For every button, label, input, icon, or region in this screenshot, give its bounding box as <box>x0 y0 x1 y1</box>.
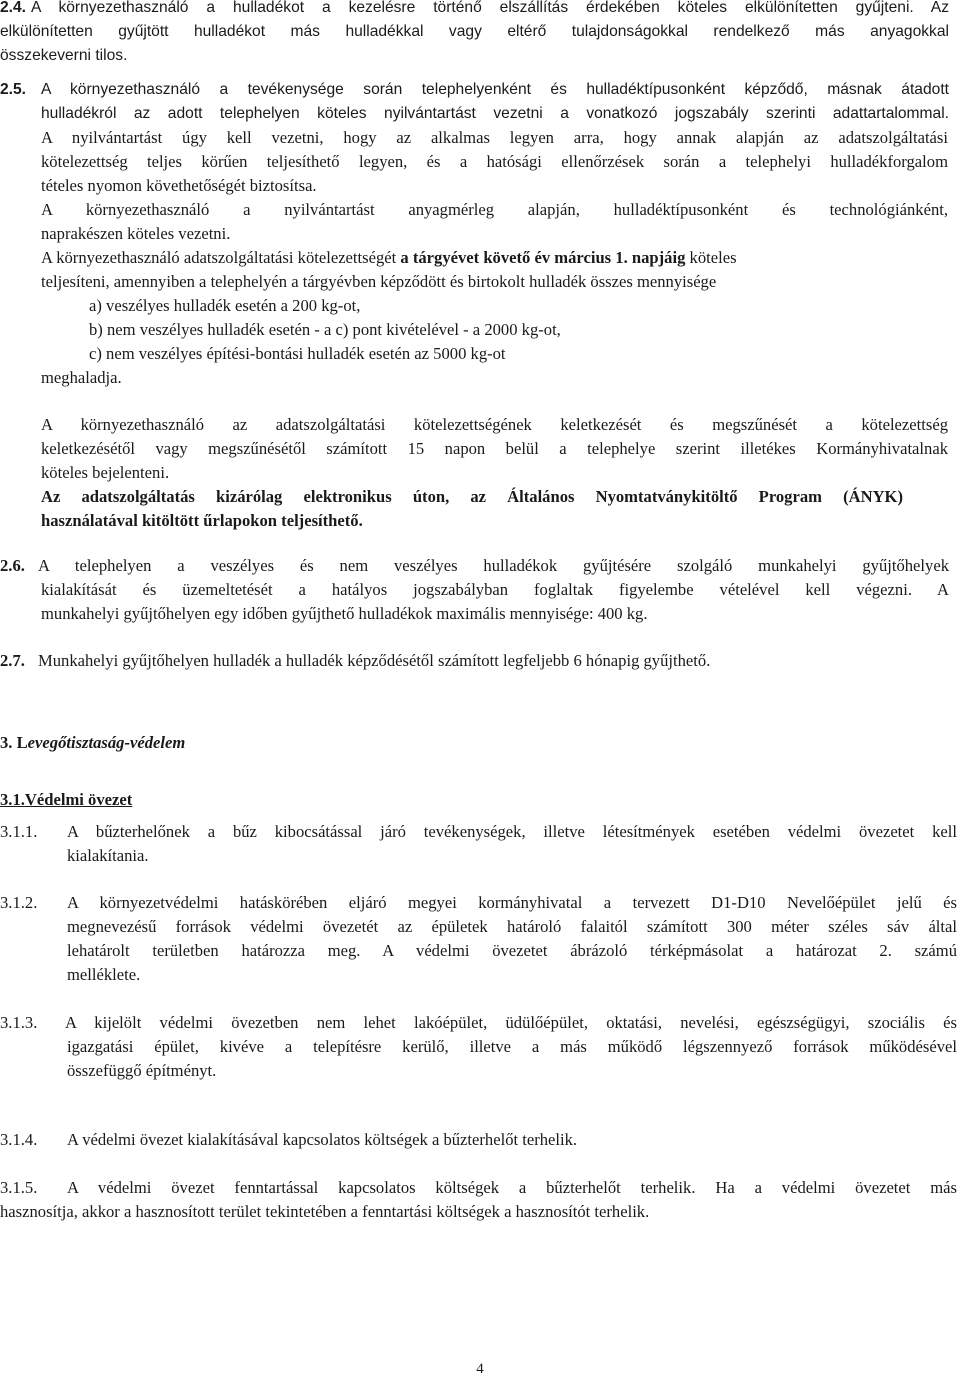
paragraph-line: Munkahelyi gyűjtőhelyen hulladék a hulladék képződésétől számított legfeljebb 6 hónapig gyűjthető. <box>38 651 711 670</box>
paragraph-line: hulladékról az adott telephelyen köteles nyilvántartást vezetni a vonatkozó jogszabály szerinti adattartalommal. <box>41 105 949 122</box>
paragraph-line: elkülönítetten gyűjtött hulladékot más hulladékkal vagy eltérő tulajdonságokkal rendelkező más anyagokkal <box>0 23 949 40</box>
paragraph-line: kötelezettség teljes körűen teljesíthető legyen, és a hatósági ellenőrzések során a telephelyi hulladékforgalom <box>41 152 948 171</box>
paragraph-line: A telephelyen a veszélyes és nem veszélyes hulladékok gyűjtésére szolgáló munkahelyi gyűjtőhelyek <box>38 556 949 575</box>
paragraph-line: megnevezésű források védelmi övezetét az épületek határoló falaitól számított 300 méter széles sáv által <box>67 917 957 936</box>
paragraph-line: összefüggő építményt. <box>67 1061 217 1080</box>
heading-title: evegőtisztaság-védelem <box>27 733 186 752</box>
paragraph-line: igazgatási épület, kivéve a telepítésre kerülő, illetve a más működő légszennyező források működésével <box>67 1037 957 1056</box>
text-run: köteles <box>685 248 737 267</box>
paragraph-line: kialakítania. <box>67 846 149 865</box>
paragraph-line: melléklete. <box>67 965 141 984</box>
paragraph-line: összekeverni tilos. <box>0 47 128 64</box>
paragraph-line: A környezetvédelmi hatáskörében eljáró megyei kormányhivatal a tervezett D1-D10 Nevelőépület jelű és <box>67 893 957 912</box>
section-number: 3.1.1. <box>0 822 38 841</box>
paragraph-line: A védelmi övezet kialakításával kapcsolatos költségek a bűzterhelőt terhelik. <box>67 1130 578 1149</box>
page-heading <box>0 731 185 755</box>
section-3-1-5 <box>0 1176 960 1226</box>
section-3-1-1 <box>0 820 960 870</box>
section-number: 3.1.5. <box>0 1178 38 1197</box>
section-number: 2.4. <box>0 0 27 16</box>
paragraph-line: A környezethasználó a nyilvántartást anyagmérleg alapján, hulladéktípusonként és technológiánként, <box>41 200 948 219</box>
paragraph-line: A bűzterhelőnek a bűz kibocsátással járó tevékenységek, illetve létesítmények esetében védelmi övezetet kell <box>67 822 957 841</box>
section-number: 2.5. <box>0 81 27 98</box>
section-2-7 <box>0 649 960 675</box>
paragraph-line: A védelmi övezet fenntartással kapcsolatos költségek a bűzterhelőt terhelik. Ha a védelmi övezetet más <box>67 1178 957 1197</box>
paragraph-line: munkahelyi gyűjtőhelyen egy időben gyűjthető hulladékok maximális mennyisége: 400 kg. <box>41 604 648 623</box>
section-number: 2.7. <box>0 651 25 670</box>
paragraph-line: A kijelölt védelmi övezetben nem lehet lakóépület, üdülőépület, oktatási, nevelési, egészségügyi, szociális és <box>65 1013 957 1032</box>
deadline-emphasis: a tárgyévet követő év március 1. napjáig <box>400 248 686 267</box>
paragraph-line: Az adatszolgáltatás kizárólag elektronikus úton, az Általános Nyomtatványkitöltő Program (ÁNYK) <box>41 487 903 506</box>
section-3-1-4 <box>0 1128 960 1154</box>
page-number: 4 <box>476 1361 484 1377</box>
paragraph-line: A nyilvántartást úgy kell vezetni, hogy az alkalmas legyen arra, hogy annak alapján az adatszolgáltatási <box>41 128 948 147</box>
text-run: A környezethasználó adatszolgáltatási kötelezettségét <box>41 248 401 267</box>
section-number: 2.6. <box>0 556 25 575</box>
paragraph-line: keletkezésétől vagy megszűnésétől számított 15 napon belül a telephelye szerint illetékes Kormányhivatalnak <box>41 439 948 458</box>
section-3-1-3 <box>0 1011 960 1085</box>
paragraph-line: A környezethasználó az adatszolgáltatási kötelezettségének keletkezését és megszűnését a kötelezettség <box>41 415 948 434</box>
paragraph-line: teljesíteni, amennyiben a telephelyén a tárgyévben képződött és birtokolt hulladék összes mennyisége <box>41 272 717 291</box>
paragraph-line: A környezethasználó a tevékenysége során telephelyenként és hulladéktípusonként képződő, másnak átadott <box>41 81 949 98</box>
section-2-6 <box>0 554 960 634</box>
subsection-heading <box>0 788 132 812</box>
heading-title: Védelmi övezet <box>24 790 133 809</box>
list-item: b) nem veszélyes hulladék esetén - a c) pont kivételével - a 2000 kg-ot, <box>89 320 561 339</box>
paragraph-line: naprakészen köteles vezetni. <box>41 224 231 243</box>
paragraph-line <box>41 246 737 270</box>
paragraph-line: kialakítását és üzemeltetését a hatályos jogszabályban foglaltak figyelembe vételével kell végezni. A <box>41 580 949 599</box>
heading-number: 3.1. <box>0 790 25 809</box>
section-number: 3.1.3. <box>0 1013 38 1032</box>
paragraph-line: hasznosítja, akkor a hasznosított terület tekintetében a fenntartási költségek a hasznosítót terhelik. <box>0 1202 650 1221</box>
paragraph-line: lehatárolt területben határozza meg. A védelmi övezetet ábrázoló térképmásolat a határozat 2. számú <box>67 941 957 960</box>
paragraph-line: meghaladja. <box>41 368 122 387</box>
paragraph-line: A környezethasználó a hulladékot a kezelésre történő elszállítás érdekében köteles elkülönítetten gyűjteni. Az <box>31 0 949 16</box>
section-3-1-2 <box>0 891 960 989</box>
paragraph-line: tételes nyomon követhetőségét biztosítsa. <box>41 176 317 195</box>
section-3-heading <box>0 731 960 757</box>
section-3-1-heading <box>0 788 960 814</box>
paragraph-line: használatával kitöltött űrlapokon teljesíthető. <box>41 511 363 530</box>
list-item: a) veszélyes hulladék esetén a 200 kg-ot, <box>89 296 361 315</box>
section-2-4 <box>0 0 960 72</box>
section-2-5-body <box>41 126 959 530</box>
paragraph-line: köteles bejelenteni. <box>41 463 170 482</box>
section-number: 3.1.4. <box>0 1130 38 1149</box>
list-item: c) nem veszélyes építési-bontási hulladék esetén az 5000 kg-ot <box>89 344 506 363</box>
heading-number: 3. L <box>0 733 28 752</box>
section-number: 3.1.2. <box>0 893 38 912</box>
